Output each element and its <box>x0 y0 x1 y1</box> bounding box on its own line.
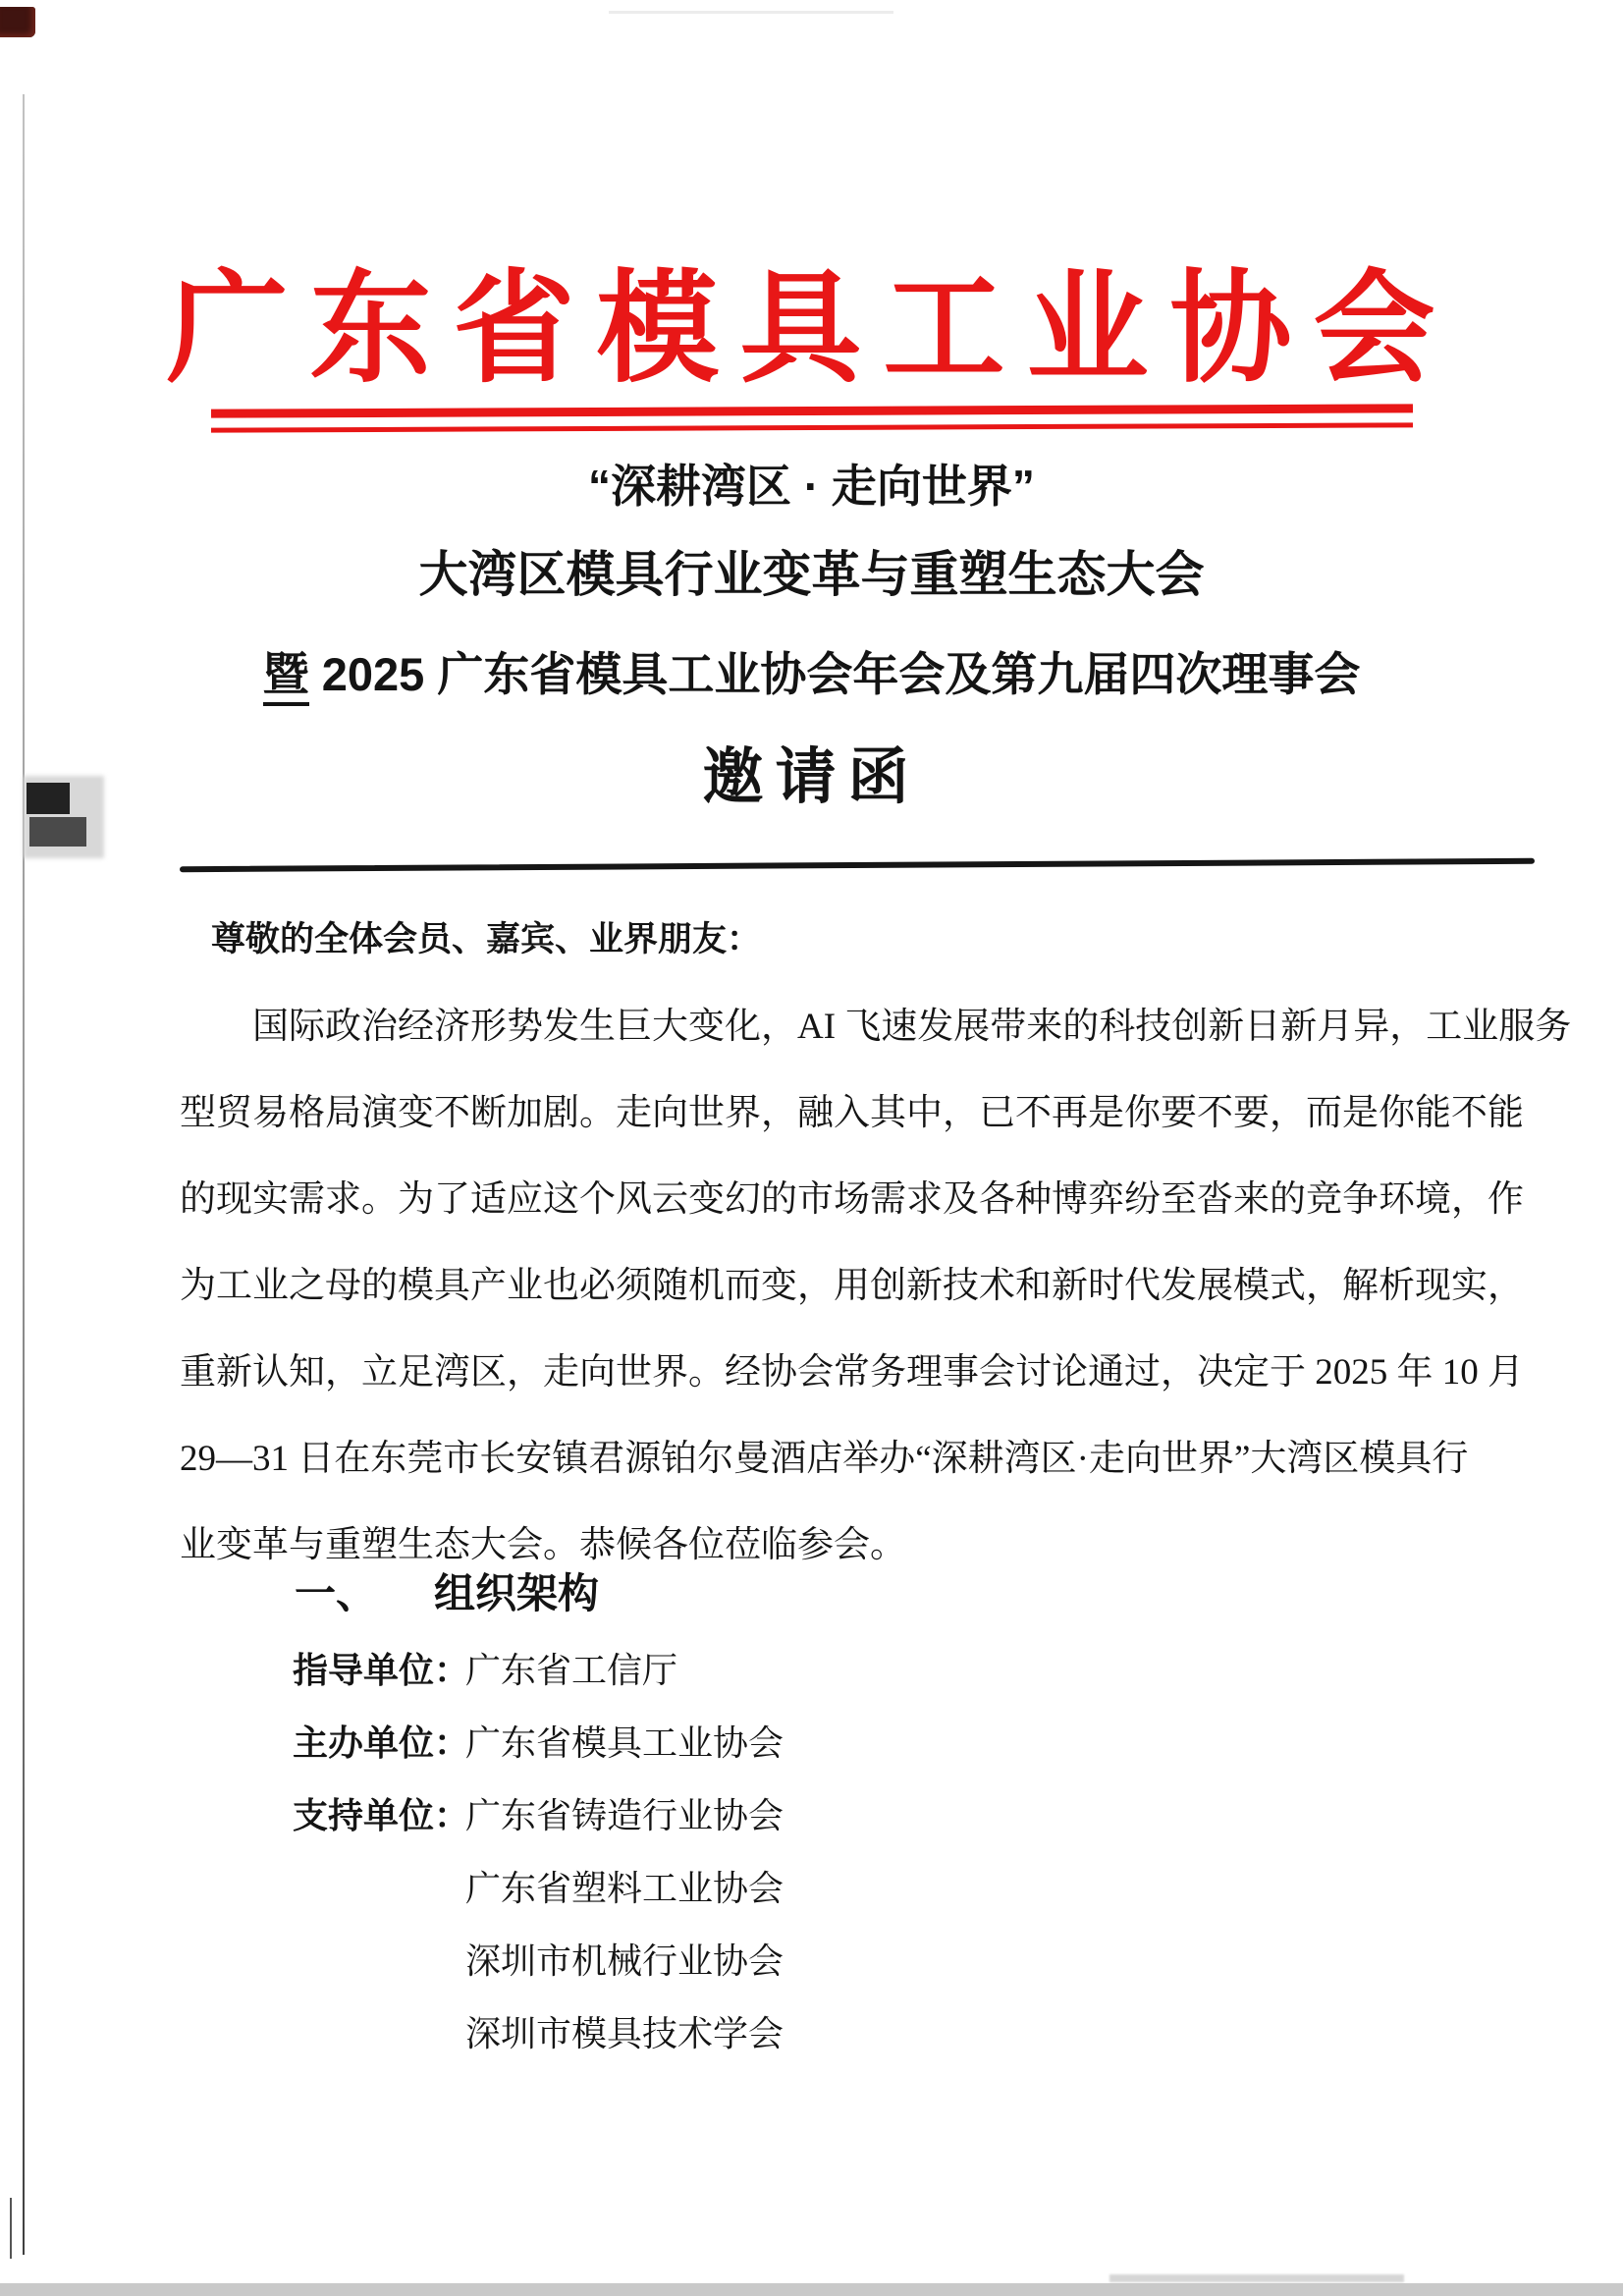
doc-type-title: 邀请函 <box>702 743 921 811</box>
scan-top-faint-line <box>609 11 893 14</box>
scan-bottom-band <box>0 2283 1623 2296</box>
body-line: 型贸易格局演变不断加剧。走向世界，融入其中，已不再是你要不要，而是你能不能 <box>180 1093 1524 1133</box>
event-subtitle <box>0 644 1623 705</box>
org-row-support-unit <box>180 1997 1358 2070</box>
section-title: 组织架构 <box>434 1570 600 1616</box>
event-subtitle-rest: 2025 广东省模具工业协会年会及第九届四次理事会 <box>308 648 1361 700</box>
org-row-support-unit <box>180 1852 1358 1925</box>
scan-corner-artifact <box>0 7 35 37</box>
org-value: 深圳市模具技术学会 <box>465 2014 784 2053</box>
organization-list <box>180 1634 1358 2070</box>
event-slogan: “深耕湾区 · 走向世界” <box>588 461 1035 512</box>
body-line: 的现实需求。为了适应这个风云变幻的市场需求及各种博弈纷至沓来的竞争环境，作 <box>180 1179 1524 1220</box>
letterhead-org-title: 广东省模具工业协会 <box>166 261 1457 397</box>
org-label <box>293 1852 465 1925</box>
body-line: 重新认知，立足湾区，走向世界。经协会常务理事会讨论通过，决定于 2025 年 10 月 <box>180 1352 1524 1393</box>
horizontal-divider <box>180 858 1535 872</box>
org-label: 支持单位： <box>293 1795 470 1835</box>
scan-smudge-light <box>29 817 86 847</box>
scan-bottom-smudge <box>1109 2274 1404 2282</box>
event-title: 大湾区模具行业变革与重塑生态大会 <box>418 547 1205 602</box>
org-value: 广东省铸造行业协会 <box>465 1796 784 1835</box>
scan-page-edge-line-bottom <box>10 2198 12 2259</box>
org-value: 深圳市机械行业协会 <box>465 1941 784 1981</box>
org-row-support-unit <box>180 1779 1358 1852</box>
org-row-guidance-unit <box>180 1634 1358 1707</box>
org-row-support-unit <box>180 1925 1358 1997</box>
body-line: 国际政治经济形势发生巨大变化，AI 飞速发展带来的科技创新日新月异，工业服务 <box>252 1007 1572 1047</box>
body-line: 业变革与重塑生态大会。恭候各位莅临参会。 <box>180 1525 906 1565</box>
event-subtitle-prefix: 暨 <box>263 648 309 706</box>
body-line: 29—31 日在东莞市长安镇君源铂尔曼酒店举办“深耕湾区·走向世界”大湾区模具行 <box>180 1439 1469 1479</box>
org-label: 指导单位： <box>293 1650 470 1690</box>
letterhead-rule-thick <box>211 404 1413 417</box>
letterhead-rule-thin <box>211 422 1413 432</box>
section-heading-organization <box>295 1569 599 1618</box>
org-value: 广东省工信厅 <box>465 1651 678 1690</box>
letter-body <box>180 984 1572 1589</box>
org-label <box>293 1925 465 1997</box>
section-number: 一、 <box>295 1570 378 1616</box>
scan-page-edge-line <box>23 94 25 2255</box>
org-label <box>293 1997 465 2070</box>
body-line: 为工业之母的模具产业也必须随机而变，用创新技术和新时代发展模式，解析现实， <box>180 1266 1524 1306</box>
org-row-host-unit <box>180 1707 1358 1779</box>
org-value: 广东省模具工业协会 <box>465 1723 784 1763</box>
org-value: 广东省塑料工业协会 <box>465 1869 784 1908</box>
salutation: 尊敬的全体会员、嘉宾、业界朋友： <box>211 920 762 958</box>
org-label: 主办单位： <box>293 1722 470 1763</box>
